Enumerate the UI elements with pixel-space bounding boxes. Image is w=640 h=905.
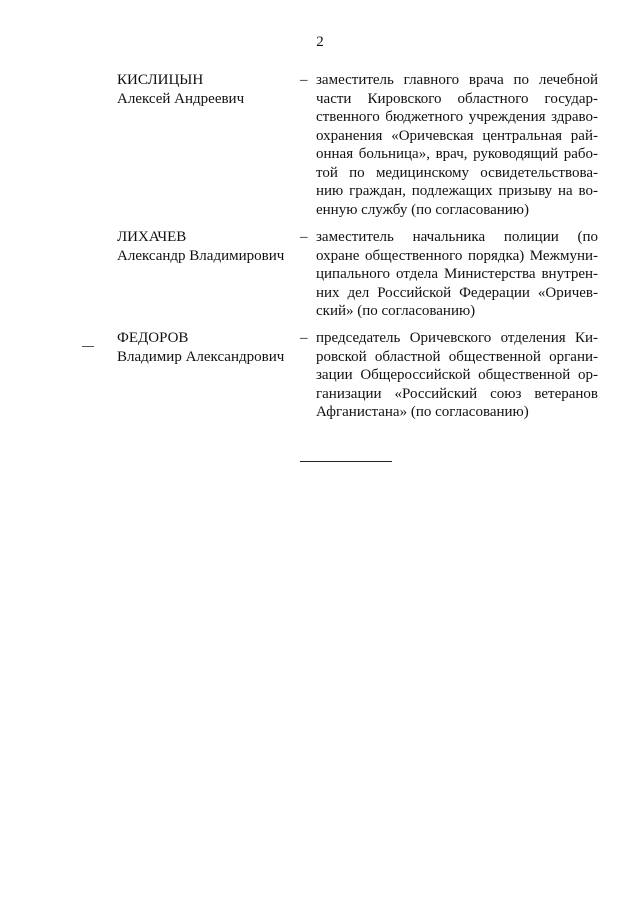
member-given-names: Александр Владимирович	[117, 247, 285, 264]
role-line: онная больница», врач, руководящий рабо-	[316, 146, 598, 162]
role-line: ский» (по согласованию)	[316, 303, 476, 319]
role-line: охранения «Оричевская центральная рай-	[316, 127, 598, 144]
margin-mark	[82, 346, 94, 347]
role-line: части Кировского областного государ-	[316, 90, 598, 107]
role-line: охране общественного порядка) Межмуни-	[316, 247, 598, 264]
member-role	[316, 228, 598, 321]
role-line: зации Общероссийской общественной ор-	[316, 367, 598, 383]
role-line: ровской областной общественной органи-	[316, 348, 598, 365]
member-given-names: Владимир Александрович	[117, 348, 285, 365]
member-surname: ЛИХАЧЕВ	[117, 229, 187, 245]
page-number: 2	[316, 34, 324, 50]
member-role	[316, 329, 598, 422]
role-line: Афганистана» (по согласованию)	[316, 404, 529, 420]
role-line: ципального отдела Министерства внутрен-	[316, 266, 598, 282]
member-role	[316, 71, 598, 219]
role-line: ганизации «Российский союз ветеранов	[316, 385, 598, 402]
member-name	[117, 71, 297, 108]
entry-dash: –	[300, 72, 308, 88]
member-name	[117, 228, 297, 265]
role-line: заместитель начальника полиции (по	[316, 229, 598, 245]
role-line: них дел Российской Федерации «Оричев-	[316, 284, 598, 301]
member-name	[117, 329, 297, 366]
member-given-names: Алексей Андреевич	[117, 90, 245, 107]
role-line: енную службу (по согласованию)	[316, 201, 530, 218]
role-line: ственного бюджетного учреждения здраво-	[316, 109, 598, 125]
member-surname: КИСЛИЦЫН	[117, 72, 204, 88]
role-line: заместитель главного врача по лечебной	[316, 72, 598, 88]
role-line: нию граждан, подлежащих призыву на во-	[316, 183, 598, 199]
role-line: председатель Оричевского отделения Ки-	[316, 330, 598, 346]
closing-rule	[300, 461, 392, 462]
role-line: той по медицинскому освидетельствова-	[316, 164, 598, 181]
entry-dash: –	[300, 229, 308, 245]
entry-dash: –	[300, 330, 308, 346]
member-surname: ФЕДОРОВ	[117, 330, 189, 346]
